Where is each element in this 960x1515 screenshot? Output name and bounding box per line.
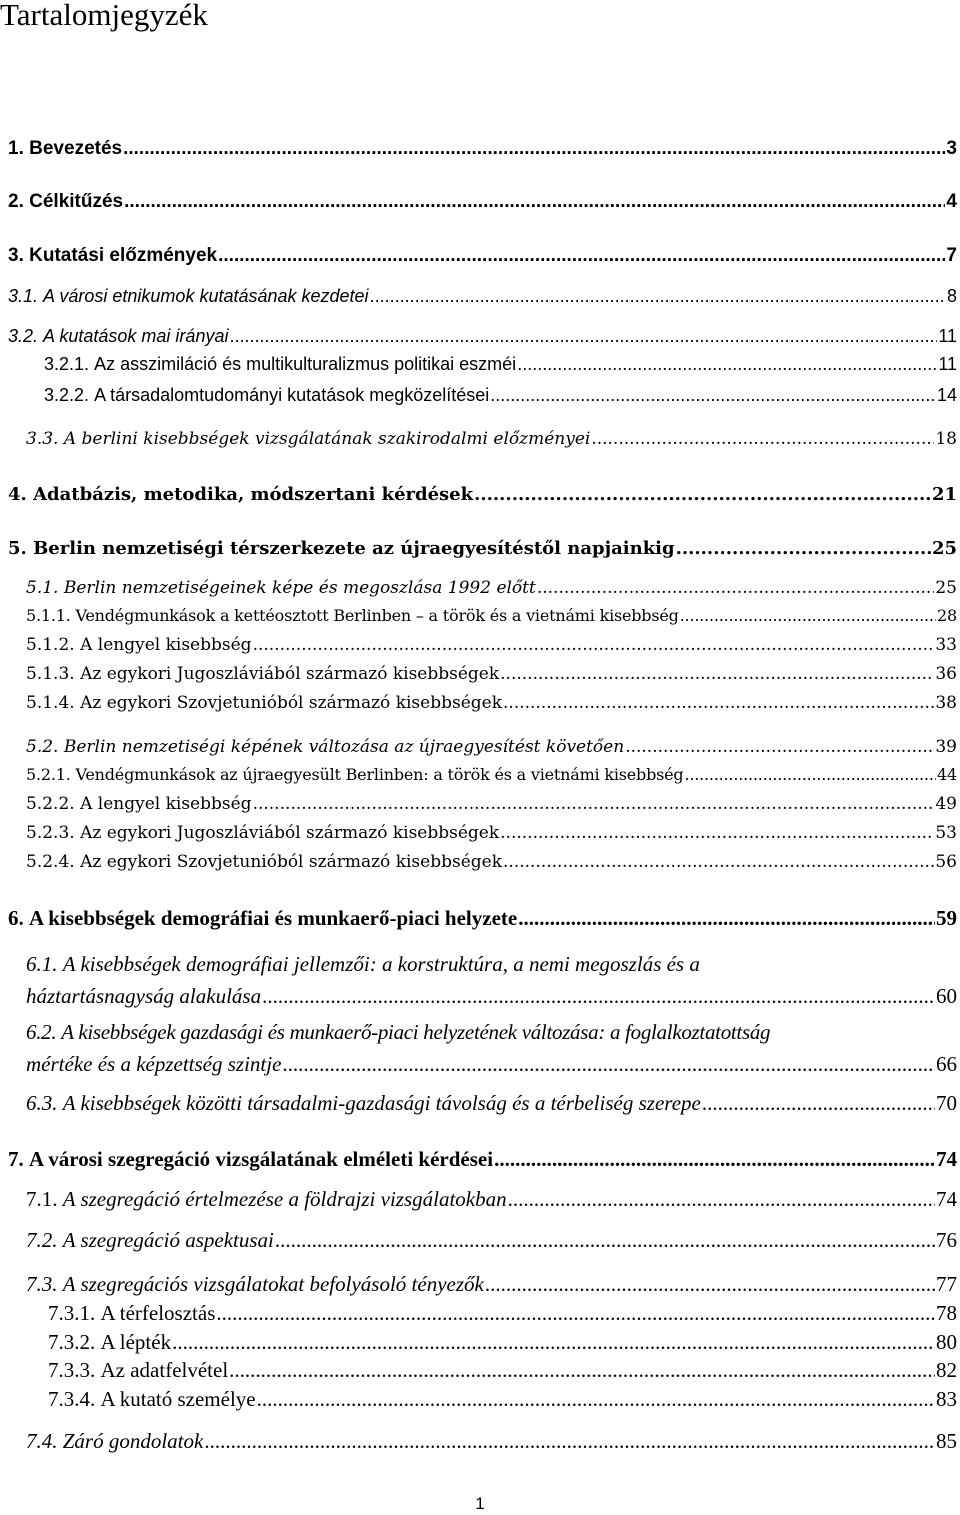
toc-entry-number: 7.2. (26, 1228, 58, 1252)
toc-entry-page: 18 (935, 429, 957, 449)
toc-entry-label: Vendégmunkások a kettéosztott Berlinben – a török és a vietnámi kisebbség (75, 606, 679, 625)
toc-leader-dots (591, 429, 934, 449)
toc-entry-5-2-3[interactable] (26, 823, 957, 843)
toc-entry-label: A lengyel kisebbség (80, 794, 252, 814)
toc-entry-number: 3.1. (8, 286, 39, 306)
toc-leader-dots (229, 326, 937, 347)
toc-entry-number: 6.3. (26, 1091, 58, 1115)
toc-entry-page: 33 (935, 635, 957, 655)
toc-entry-page: 83 (936, 1387, 957, 1411)
toc-entry-label: Adatbázis, metodika, módszertani kérdések (33, 484, 474, 505)
toc-entry-page: 80 (936, 1330, 957, 1354)
toc-entry-7-3-4[interactable] (48, 1387, 957, 1412)
toc-leader-dots (500, 823, 934, 843)
toc-entry-3-1[interactable] (8, 286, 957, 307)
toc-entry-number: 5. (8, 538, 27, 559)
toc-entry-page: 82 (936, 1358, 957, 1382)
toc-leader-dots (702, 1091, 935, 1116)
toc-entry-label: Az egykori Jugoszláviából származó kisebbségek (80, 823, 500, 843)
toc-entry-7-3-1[interactable] (48, 1301, 957, 1326)
toc-leader-dots (253, 794, 935, 814)
toc-entry-label: A térfelosztás (100, 1301, 216, 1325)
toc-leader-dots (500, 664, 934, 684)
toc-entry-number: 7.1. (26, 1187, 58, 1211)
toc-leader-dots (257, 1387, 935, 1412)
toc-entry-2[interactable] (8, 191, 957, 213)
toc-leader-dots (517, 354, 937, 375)
toc-leader-dots (518, 906, 935, 931)
toc-entry-number: 7.3.4. (48, 1387, 96, 1411)
toc-entry-number: 7.3.2. (48, 1330, 96, 1354)
toc-entry-page: 3 (946, 138, 957, 159)
toc-entry-page: 38 (935, 693, 957, 713)
toc-entry-label: Vendégmunkások az újraegyesült Berlinben: a török és a vietnámi kisebbség (75, 765, 684, 784)
toc-entry-number: 7.3.3. (48, 1358, 96, 1382)
toc-entry-5-2-1[interactable] (26, 765, 957, 784)
toc-entry-5-2-4[interactable] (26, 852, 957, 872)
toc-entry-page: 60 (936, 984, 957, 1008)
toc-entry-page: 56 (935, 852, 957, 872)
toc-entry-page: 77 (936, 1272, 957, 1296)
toc-entry-label: A kisebbségek demográfiai jellemzői: a korstruktúra, a nemi megoszlás és a (62, 952, 700, 976)
toc-leader-dots (204, 1429, 935, 1454)
toc-entry-page: 8 (946, 286, 957, 306)
toc-entry-page: 53 (935, 823, 957, 843)
toc-entry-number: 3.2.2. (44, 385, 90, 405)
toc-entry-5-1-3[interactable] (26, 664, 957, 684)
toc-entry-7-1[interactable] (26, 1187, 957, 1212)
toc-entry-label-continued: háztartásnagyság alakulása (26, 984, 262, 1008)
toc-entry-label: A berlini kisebbségek vizsgálatának szakirodalmi előzményei (63, 429, 591, 449)
toc-entry-page: 11 (938, 354, 957, 374)
toc-leader-dots (537, 578, 935, 598)
toc-entry-number: 5.2. (26, 737, 59, 757)
toc-leader-dots (218, 245, 945, 267)
toc-entry-number: 3. (8, 245, 24, 266)
toc-entry-1[interactable] (8, 138, 957, 160)
toc-entry-number: 5.2.2. (26, 794, 75, 814)
toc-entry-label: A szegregáció értelmezése a földrajzi vizsgálatokban (62, 1187, 507, 1211)
toc-entry-label: Célkitűzés (29, 191, 124, 212)
toc-entry-number: 5.1.2. (26, 635, 75, 655)
toc-entry-page: 21 (931, 484, 957, 505)
toc-entry-label: A lépték (100, 1330, 172, 1354)
toc-entry-5-1-2[interactable] (26, 635, 957, 655)
toc-entry-5[interactable] (8, 538, 957, 559)
toc-entry-5-1-4[interactable] (26, 693, 957, 713)
toc-leader-dots (123, 138, 945, 160)
toc-entry-page: 14 (936, 385, 957, 405)
toc-leader-dots (625, 737, 934, 757)
toc-entry-number: 5.2.3. (26, 823, 75, 843)
toc-entry-label: A városi etnikumok kutatásának kezdetei (43, 286, 369, 306)
toc-entry-number: 7.3.1. (48, 1301, 96, 1325)
toc-entry-label: A szegregáció aspektusai (62, 1228, 274, 1252)
toc-entry-page: 7 (946, 245, 957, 266)
toc-entry-7-3-2[interactable] (48, 1330, 957, 1355)
toc-entry-label: A kisebbségek gazdasági és munkaerő-piaci helyzetének változása: a foglalkoztatottság (61, 1020, 771, 1044)
toc-entry-6-1[interactable] (26, 948, 957, 1012)
toc-entry-7-3-3[interactable] (48, 1358, 957, 1383)
toc-entry-number: 3.2.1. (44, 354, 90, 374)
toc-entry-6-2[interactable] (26, 1016, 957, 1080)
toc-entry-number: 5.1.1. (26, 606, 71, 625)
toc-entry-label: Berlin nemzetiségeinek képe és megoszlása 1992 előtt (63, 578, 536, 598)
toc-leader-dots (474, 484, 931, 505)
toc-entry-label: A szegregációs vizsgálatokat befolyásoló tényezők (62, 1272, 484, 1296)
toc-entry-3-2-1[interactable] (44, 354, 957, 375)
toc-entry-label: A kisebbségek közötti társadalmi-gazdasági távolság és a térbeliség szerepe (62, 1091, 701, 1115)
toc-entry-7-2[interactable] (26, 1228, 957, 1253)
toc-entry-4[interactable] (8, 484, 957, 505)
toc-entry-number: 4. (8, 484, 27, 505)
toc-entry-page: 85 (936, 1429, 957, 1453)
toc-entry-label-continued: mértéke és a képzettség szintje (26, 1052, 282, 1076)
toc-entry-number: 6.1. (26, 952, 58, 976)
toc-leader-dots (172, 1330, 935, 1355)
toc-leader-dots (490, 385, 936, 406)
toc-entry-page: 49 (935, 794, 957, 814)
toc-entry-page: 25 (931, 538, 957, 559)
toc-entry-page: 78 (936, 1301, 957, 1325)
toc-entry-label: Berlin nemzetiségi térszerkezete az újraegyesítéstől napjainkig (33, 538, 675, 559)
toc-entry-5-2-2[interactable] (26, 794, 957, 814)
toc-entry-number: 5.1.3. (26, 664, 75, 684)
toc-entry-page: 36 (935, 664, 957, 684)
toc-leader-dots (253, 635, 935, 655)
toc-entry-page: 70 (936, 1091, 957, 1115)
toc-leader-dots (262, 980, 935, 1012)
toc-entry-label: A kutatások mai irányai (43, 326, 229, 346)
toc-entry-6-3[interactable] (26, 1091, 957, 1116)
toc-entry-page: 25 (935, 578, 957, 598)
toc-entry-page: 76 (936, 1228, 957, 1252)
toc-entry-label: A kisebbségek demográfiai és munkaerő-piaci helyzete (29, 906, 518, 930)
toc-entry-3[interactable] (8, 245, 957, 267)
toc-entry-7-3[interactable] (26, 1272, 957, 1297)
toc-entry-page: 74 (936, 1147, 957, 1171)
toc-leader-dots (124, 191, 945, 213)
toc-entry-3-3[interactable] (26, 429, 957, 449)
toc-leader-dots (494, 1147, 935, 1172)
toc-entry-label: A városi szegregáció vizsgálatának elméleti kérdései (29, 1147, 494, 1171)
toc-entry-7-4[interactable] (26, 1429, 957, 1454)
toc-leader-dots (275, 1228, 935, 1253)
toc-entry-label: Az egykori Szovjetunióból származó kisebbségek (80, 693, 503, 713)
toc-entry-page: 59 (936, 906, 957, 930)
toc-entry-page: 44 (937, 765, 957, 784)
toc-leader-dots (503, 693, 934, 713)
toc-entry-6[interactable] (8, 906, 957, 931)
toc-entry-5-1-1[interactable] (26, 606, 957, 625)
toc-entry-page: 74 (936, 1187, 957, 1211)
toc-entry-label: A társadalomtudományi kutatások megközelítései (94, 385, 490, 405)
toc-entry-5-1[interactable] (26, 578, 957, 598)
toc-entry-page: 39 (935, 737, 957, 757)
toc-entry-page: 4 (946, 191, 957, 212)
toc-entry-page: 28 (937, 606, 957, 625)
toc-leader-dots (503, 852, 934, 872)
toc-leader-dots (680, 606, 936, 625)
toc-entry-label: Az adatfelvétel (100, 1358, 229, 1382)
toc-entry-number: 5.2.4. (26, 852, 75, 872)
toc-entry-label: Az asszimiláció és multikulturalizmus politikai eszméi (94, 354, 517, 374)
toc-entry-3-2[interactable] (8, 326, 957, 347)
toc-entry-label: Berlin nemzetiségi képének változása az újraegyesítést követően (63, 737, 625, 757)
toc-entry-number: 5.2.1. (26, 765, 71, 784)
toc-entry-label: Az egykori Szovjetunióból származó kisebbségek (80, 852, 503, 872)
toc-entry-label: A kutató személye (100, 1387, 256, 1411)
toc-entry-number: 5.1. (26, 578, 59, 598)
toc-entry-number: 6. (8, 906, 24, 930)
toc-leader-dots (508, 1187, 935, 1212)
toc-entry-5-2[interactable] (26, 737, 957, 757)
toc-entry-number: 6.2. (26, 1020, 57, 1044)
toc-entry-3-2-2[interactable] (44, 385, 957, 406)
toc-entry-number: 3.3. (26, 429, 59, 449)
toc-leader-dots (282, 1048, 935, 1080)
toc-entry-page: 11 (938, 326, 957, 346)
toc-leader-dots (485, 1272, 935, 1297)
toc-entry-number: 7.4. (26, 1429, 58, 1453)
toc-entry-page: 66 (936, 1052, 957, 1076)
toc-entry-number: 3.2. (8, 326, 39, 346)
toc-entry-number: 7. (8, 1147, 24, 1171)
toc-entry-label: Az egykori Jugoszláviából származó kisebbségek (80, 664, 500, 684)
toc-leader-dots (676, 538, 931, 559)
toc-entry-number: 1. (8, 138, 24, 159)
page-number: 1 (475, 1494, 485, 1513)
toc-leader-dots (684, 765, 936, 784)
toc-entry-label: Kutatási előzmények (29, 245, 218, 266)
page-title: Tartalomjegyzék (0, 0, 208, 32)
toc-entry-number: 2. (8, 191, 24, 212)
toc-leader-dots (229, 1358, 935, 1383)
toc-entry-label: Bevezetés (29, 138, 123, 159)
toc-entry-label: Záró gondolatok (62, 1429, 204, 1453)
toc-entry-number: 7.3. (26, 1272, 58, 1296)
toc-leader-dots (216, 1301, 935, 1326)
toc-entry-label: A lengyel kisebbség (80, 635, 252, 655)
toc-entry-7[interactable] (8, 1147, 957, 1172)
toc-entry-number: 5.1.4. (26, 693, 75, 713)
toc-leader-dots (370, 286, 946, 307)
